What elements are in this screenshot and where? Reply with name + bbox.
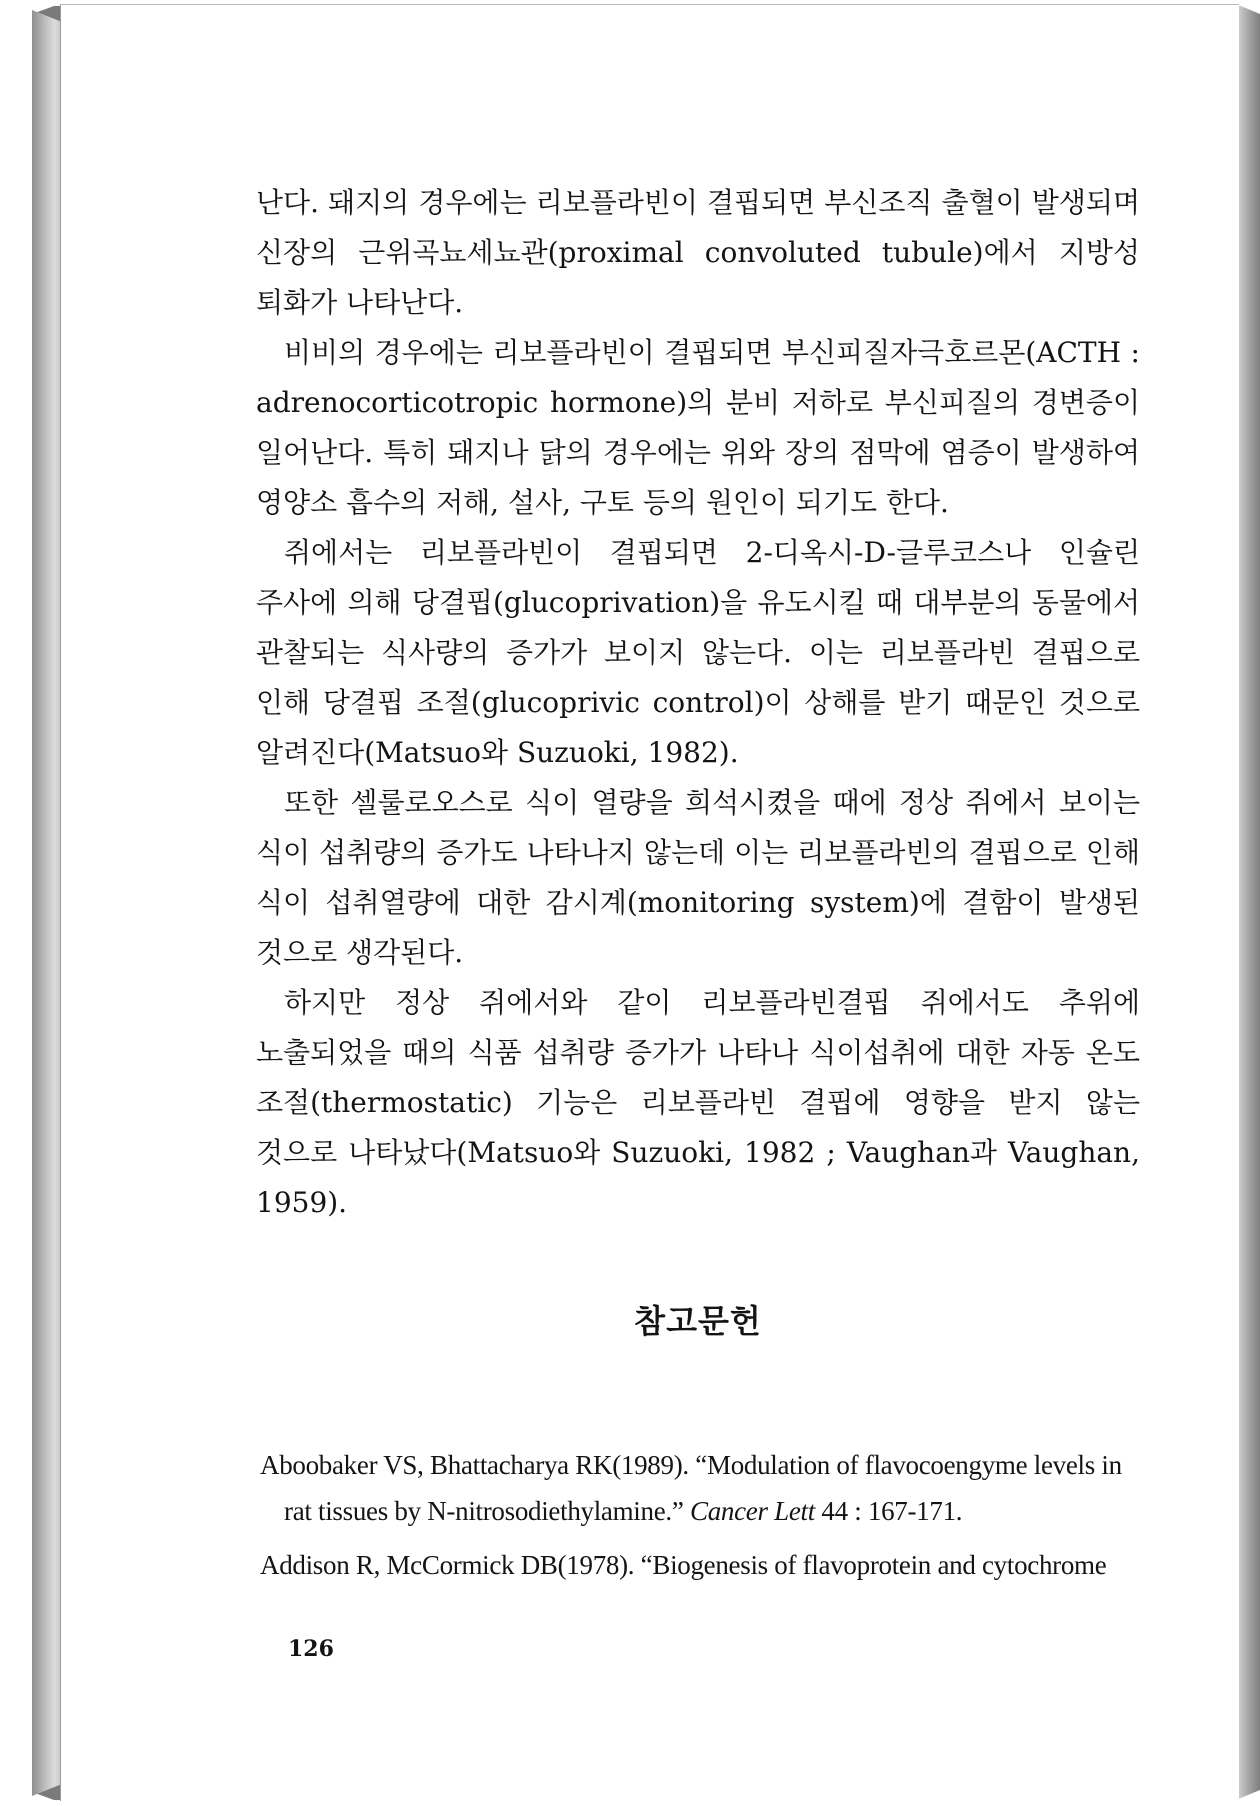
paragraph: 하지만 정상 쥐에서와 같이 리보플라빈결핍 쥐에서도 추위에 노출되었을 때의 식품 섭취량 증가가 나타나 식이섭취에 대한 자동 온도 조절(thermostatic) 기능은 리보플라빈 결핍에 영향을 받지 않는 것으로 나타났다(Matsuo와 Suzuoki, 1982 ; Vaughan과 Vaughan, 1959). bbox=[256, 986, 1140, 1219]
reference-journal: Cancer Lett bbox=[689, 1496, 815, 1526]
paragraph: 난다. 돼지의 경우에는 리보플라빈이 결핍되면 부신조직 출혈이 발생되며 신장의 근위곡뇨세뇨관(proximal convoluted tubule)에서 지방성 퇴화가 나타난다. bbox=[256, 186, 1140, 319]
reference-item bbox=[260, 1442, 1144, 1534]
body-text bbox=[256, 178, 1140, 1228]
paragraph: 쥐에서는 리보플라빈이 결핍되면 2-디옥시-D-글루코스나 인슐린 주사에 의해 당결핍(glucoprivation)을 유도시킬 때 대부분의 동물에서 관찰되는 식사량의 증가가 보이지 않는다. 이는 리보플라빈 결핍으로 인해 당결핍 조절(glucoprivic control)이 상해를 받기 때문인 것으로 알려진다(Matsuo와 Suzuoki, 1982). bbox=[256, 536, 1140, 769]
book-page-edges bbox=[1236, 4, 1260, 1800]
reference-text: Addison R, McCormick DB(1978). “Biogenesis of flavoprotein and cytochrome bbox=[260, 1550, 1107, 1580]
reference-item bbox=[260, 1542, 1144, 1588]
reference-volume-pages: 44 : 167-171. bbox=[814, 1496, 963, 1526]
book-spine bbox=[32, 10, 62, 1796]
reference-list bbox=[260, 1442, 1144, 1596]
page-number: 126 bbox=[288, 1636, 334, 1662]
paragraph: 비비의 경우에는 리보플라빈이 결핍되면 부신피질자극호르몬(ACTH : adrenocorticotropic hormone)의 분비 저하로 부신피질의 경변증이 일어난다. 특히 돼지나 닭의 경우에는 위와 장의 점막에 염증이 발생하여 영양소 흡수의 저해, 설사, 구토 등의 원인이 되기도 한다. bbox=[256, 336, 1140, 519]
paragraph: 또한 셀룰로오스로 식이 열량을 희석시켰을 때에 정상 쥐에서 보이는 식이 섭취량의 증가도 나타나지 않는데 이는 리보플라빈의 결핍으로 인해 식이 섭취열량에 대한 감시계(monitoring system)에 결함이 발생된 것으로 생각된다. bbox=[256, 786, 1140, 969]
section-title-references: 참고문헌 bbox=[634, 1302, 762, 1340]
reference-text: Aboobaker VS, Bhattacharya RK(1989). “Modulation of flavocoengyme levels in rat tissues by N-nitrosodiethylamine.” bbox=[260, 1450, 1122, 1526]
